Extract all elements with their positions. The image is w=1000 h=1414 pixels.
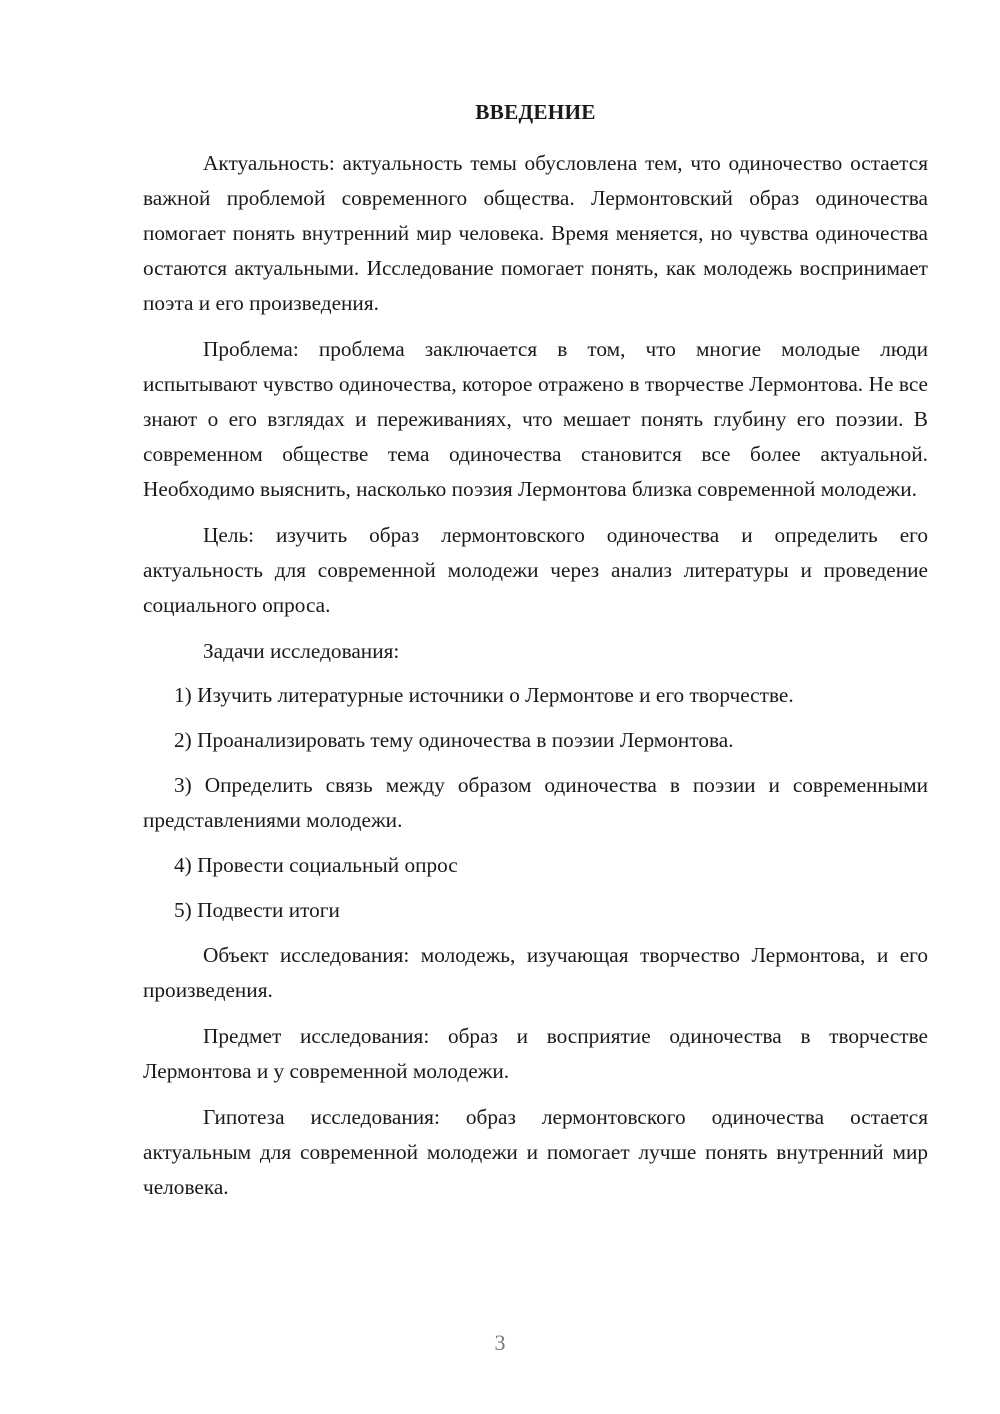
task-item: 2) Проанализировать тему одиночества в поэзии Лермонтова.: [174, 728, 734, 752]
task-item: 4) Провести социальный опрос: [174, 853, 458, 877]
relevance-paragraph: Актуальность: актуальность темы обусловлена тем, что одиночество остается важной проблемой современного общества. Лермонтовский образ одиночества помогает понять внутренний мир человека. Время меняется, но чувства одиночества остаются актуальными. Исследование помогает понять, как молодежь воспринимает поэта и его произведения.: [143, 151, 928, 315]
object-paragraph: Объект исследования: молодежь, изучающая творчество Лермонтова, и его произведения.: [143, 943, 928, 1002]
task-item: 5) Подвести итоги: [174, 898, 340, 922]
subject-paragraph: Предмет исследования: образ и восприятие одиночества в творчестве Лермонтова и у современной молодежи.: [143, 1024, 928, 1083]
goal-paragraph: Цель: изучить образ лермонтовского одиночества и определить его актуальность для современной молодежи через анализ литературы и проведение социального опроса.: [143, 523, 928, 617]
problem-paragraph: Проблема: проблема заключается в том, что многие молодые люди испытывают чувство одиночества, которое отражено в творчестве Лермонтова. Не все знают о его взглядах и переживаниях, что мешает понять глубину его поэзии. В современном обществе тема одиночества становится все более актуальной. Необходимо выяснить, насколько поэзия Лермонтова близка современной молодежи.: [143, 337, 928, 501]
task-item: 3) Определить связь между образом одиночества в поэзии и современными представлениями молодежи.: [143, 773, 928, 832]
page-number: 3: [494, 1330, 506, 1355]
section-title: ВВЕДЕНИЕ: [475, 100, 596, 124]
tasks-heading: Задачи исследования:: [203, 639, 400, 663]
tasks-list: [143, 678, 928, 928]
hypothesis-paragraph: Гипотеза исследования: образ лермонтовского одиночества остается актуальным для современной молодежи и помогает лучше понять внутренний мир человека.: [143, 1105, 928, 1199]
document-page: [143, 92, 928, 1216]
task-item: 1) Изучить литературные источники о Лермонтове и его творчестве.: [174, 683, 794, 707]
